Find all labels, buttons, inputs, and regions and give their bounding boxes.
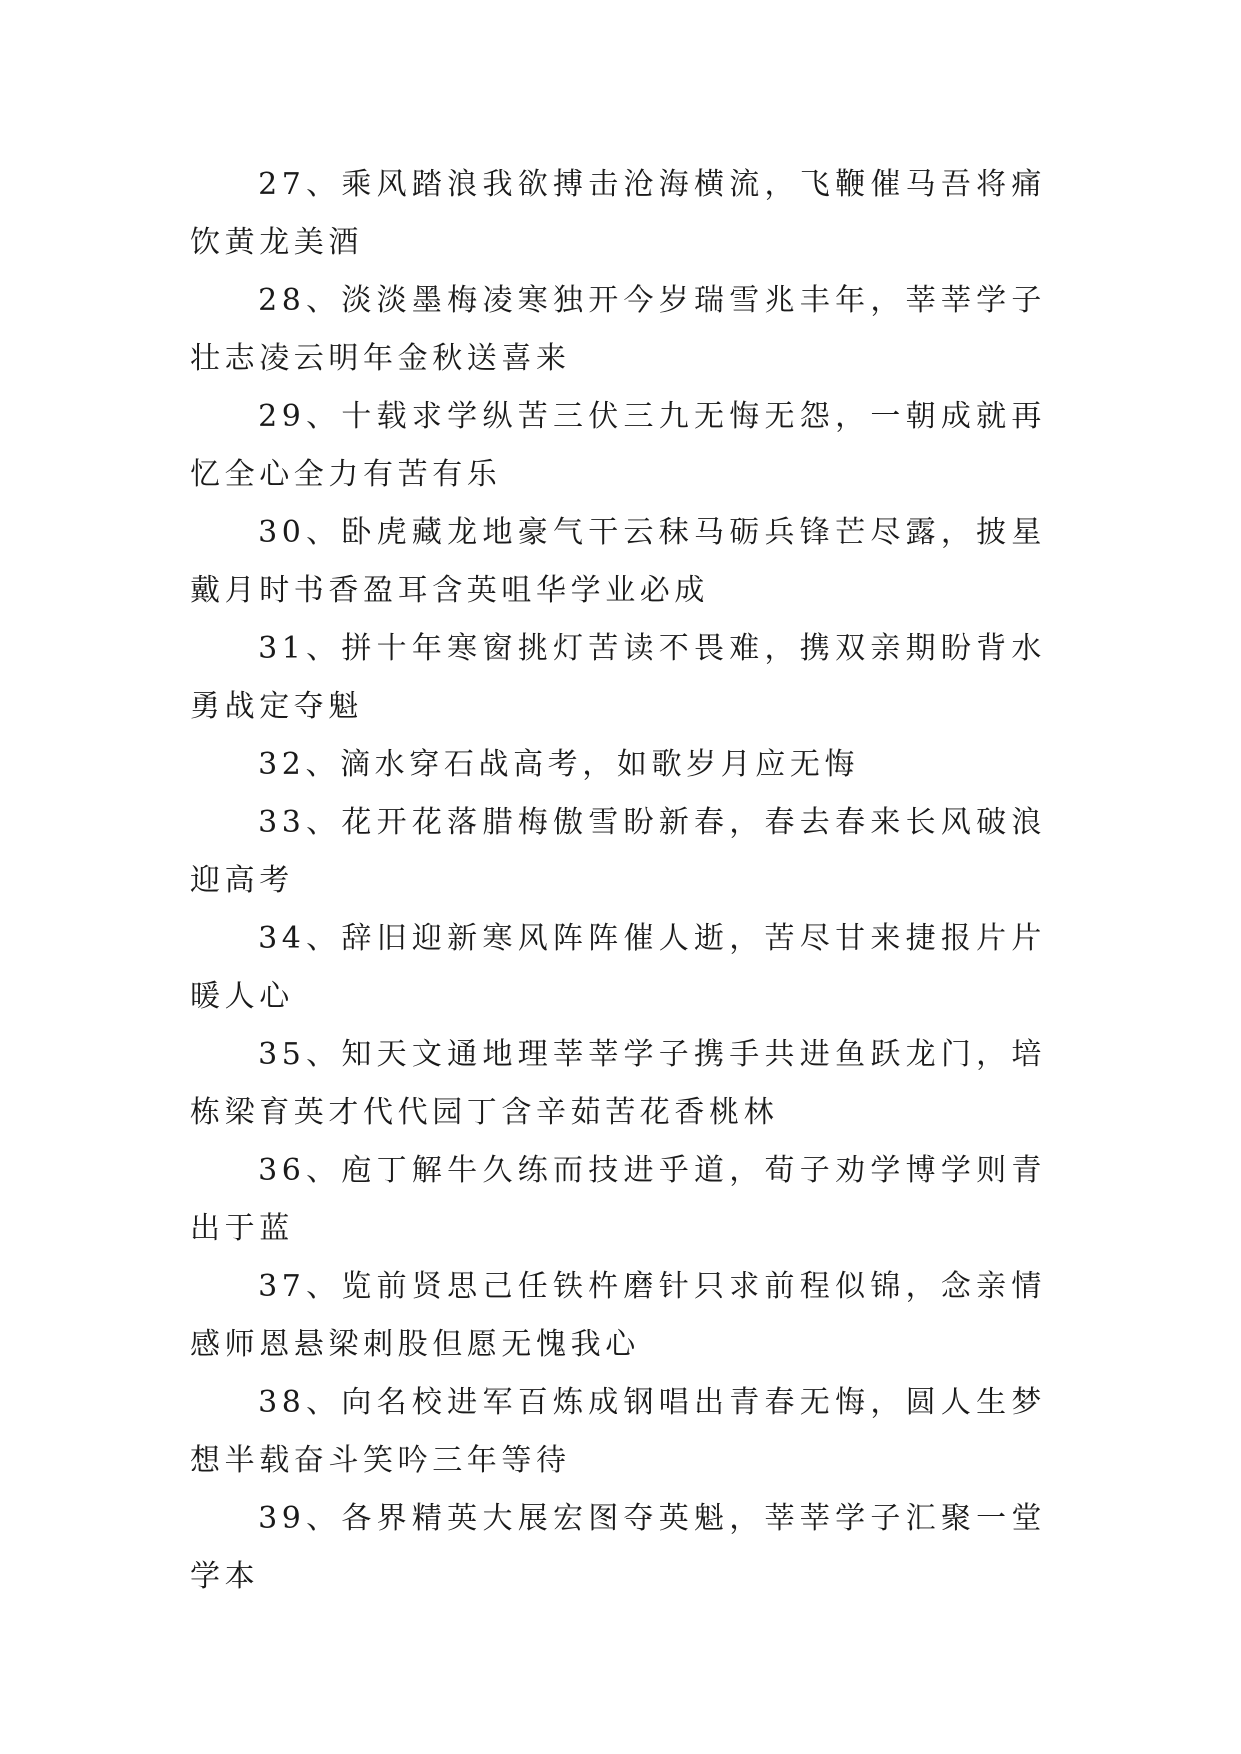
- paragraph-34: 34、辞旧迎新寒风阵阵催人逝，苦尽甘来捷报片片暖人心: [190, 921, 1046, 1014]
- paragraph-37: 37、览前贤思己任铁杵磨针只求前程似锦，念亲情感师恩悬梁刺股但愿无愧我心: [190, 1269, 1046, 1362]
- document-body: [190, 156, 1046, 1606]
- paragraph-33: 33、花开花落腊梅傲雪盼新春，春去春来长风破浪迎高考: [190, 805, 1046, 898]
- paragraph-31: 31、拼十年寒窗挑灯苦读不畏难，携双亲期盼背水勇战定夺魁: [190, 631, 1046, 724]
- paragraph-35: 35、知天文通地理莘莘学子携手共进鱼跃龙门，培栋梁育英才代代园丁含辛茹苦花香桃林: [190, 1037, 1046, 1130]
- paragraph-27: 27、乘风踏浪我欲搏击沧海横流，飞鞭催马吾将痛饮黄龙美酒: [190, 167, 1046, 260]
- paragraph-28: 28、淡淡墨梅凌寒独开今岁瑞雪兆丰年，莘莘学子壮志凌云明年金秋送喜来: [190, 283, 1046, 376]
- paragraph-30: 30、卧虎藏龙地豪气干云秣马砺兵锋芒尽露，披星戴月时书香盈耳含英咀华学业必成: [190, 515, 1046, 608]
- paragraph-29: 29、十载求学纵苦三伏三九无悔无怨，一朝成就再忆全心全力有苦有乐: [190, 399, 1046, 492]
- paragraph-39: 39、各界精英大展宏图夺英魁，莘莘学子汇聚一堂学本: [190, 1501, 1046, 1594]
- paragraph-32: 32、滴水穿石战高考，如歌岁月应无悔: [258, 747, 860, 782]
- paragraph-38: 38、向名校进军百炼成钢唱出青春无悔，圆人生梦想半载奋斗笑吟三年等待: [190, 1385, 1046, 1478]
- paragraph-36: 36、庖丁解牛久练而技进乎道，荀子劝学博学则青出于蓝: [190, 1153, 1046, 1246]
